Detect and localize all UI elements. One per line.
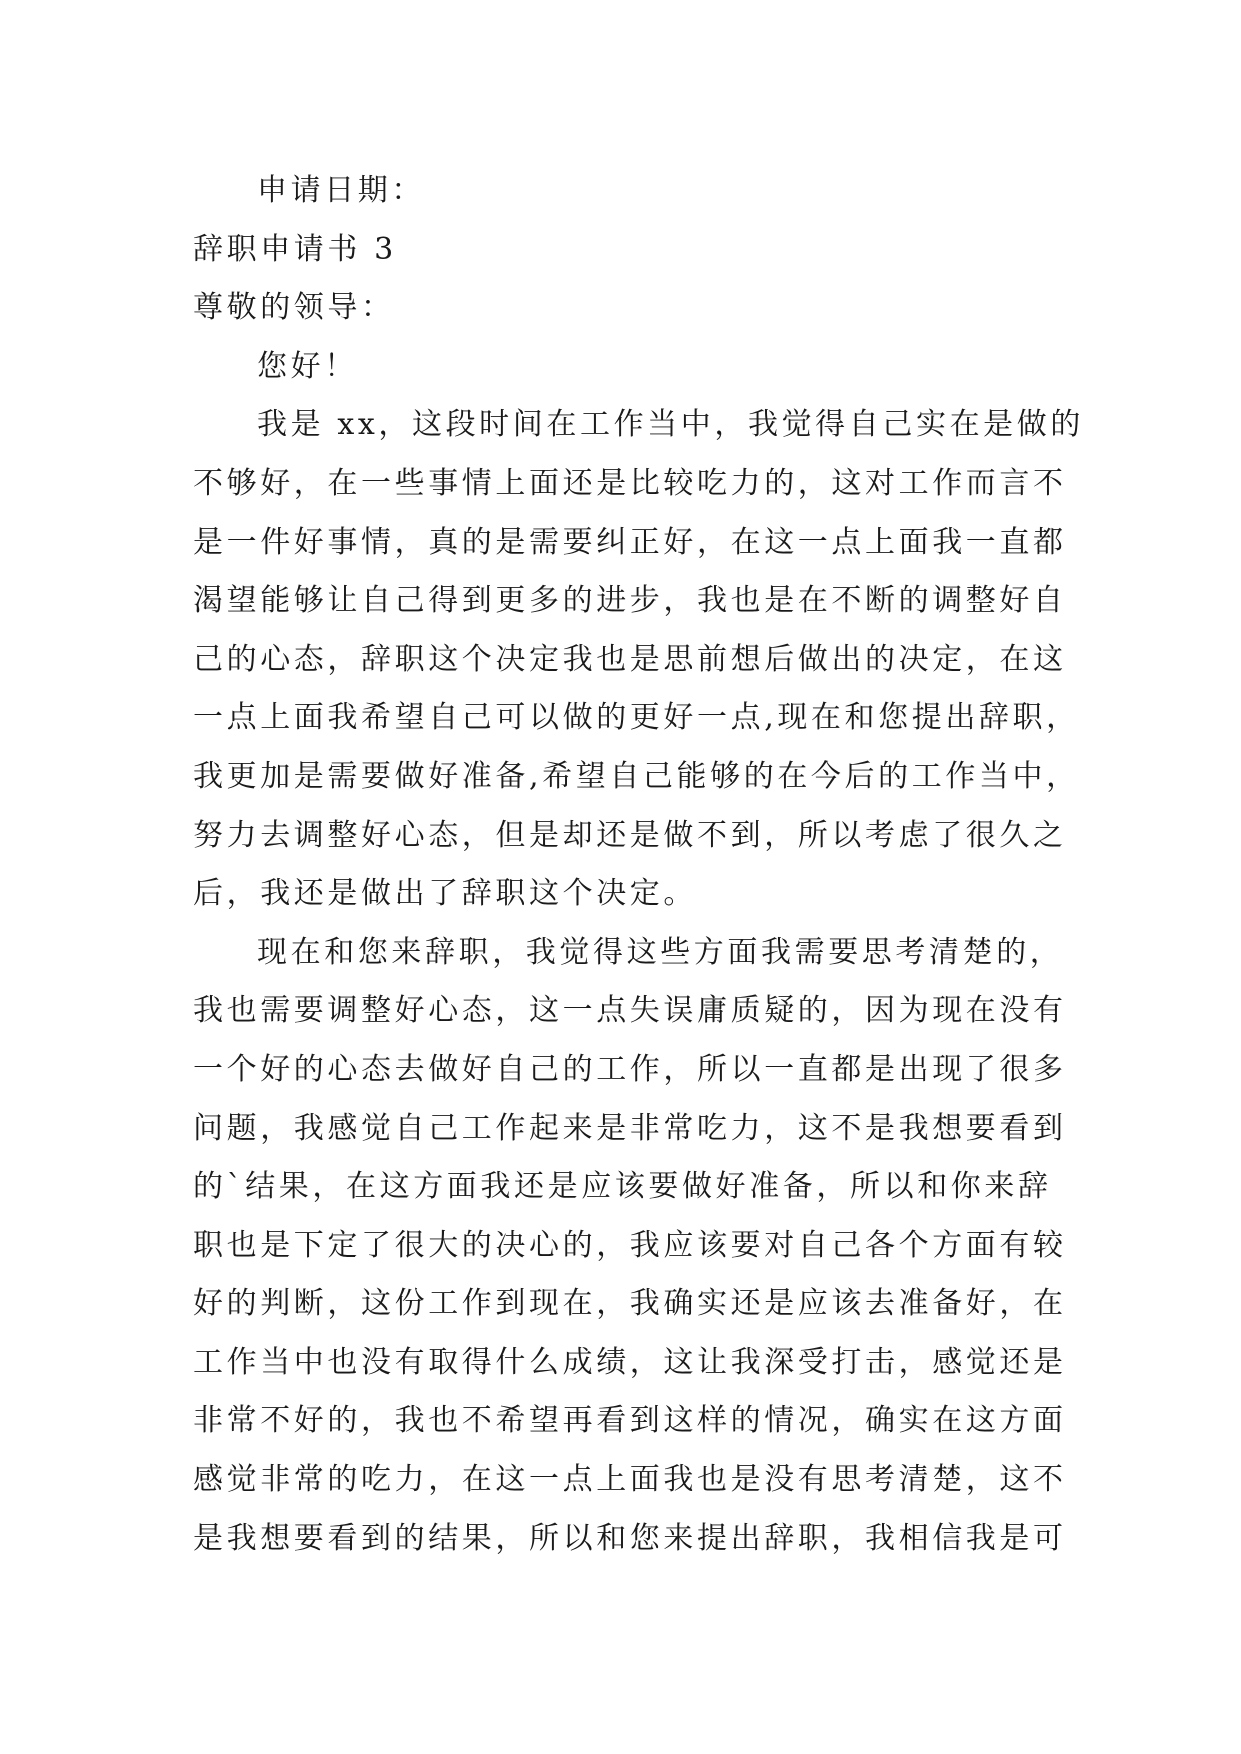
salutation: 尊敬的领导：: [193, 290, 395, 326]
application-date-line: 申请日期：: [257, 173, 425, 208]
greeting: 您好！: [257, 348, 358, 384]
paragraph-2: [193, 924, 1067, 1569]
paragraph-line: 好的判断，这份工作到现在，我确实还是应该去准备好，在: [193, 1286, 1067, 1322]
paragraph-line: 的`结果，在这方面我还是应该要做好准备，所以和你来辞: [193, 1169, 1052, 1205]
paragraph-line: 是一件好事情，真的是需要纠正好，在这一点上面我一直都: [193, 524, 1067, 560]
paragraph-line: 是我想要看到的结果，所以和您来提出辞职，我相信我是可: [193, 1520, 1067, 1556]
paragraph-line: 一个好的心态去做好自己的工作，所以一直都是出现了很多: [193, 1051, 1067, 1087]
paragraph-line: 不够好，在一些事情上面还是比较吃力的，这对工作而言不: [193, 465, 1067, 501]
paragraph-line: 后，我还是做出了辞职这个决定。: [193, 876, 697, 912]
paragraph-line: 我也需要调整好心态，这一点失误庸质疑的，因为现在没有: [193, 993, 1067, 1029]
paragraph-line: 职也是下定了很大的决心的，我应该要对自己各个方面有较: [193, 1227, 1067, 1263]
paragraph-line: 努力去调整好心态，但是却还是做不到，所以考虑了很久之: [193, 817, 1067, 853]
paragraph-line: 己的心态，辞职这个决定我也是思前想后做出的决定，在这: [193, 641, 1067, 677]
paragraph-line: 我是 xx，这段时间在工作当中，我觉得自己实在是做的: [257, 407, 1084, 443]
paragraph-line: 感觉非常的吃力，在这一点上面我也是没有思考清楚，这不: [193, 1462, 1067, 1498]
paragraph-line: 工作当中也没有取得什么成绩，这让我深受打击，感觉还是: [193, 1344, 1067, 1380]
paragraph-1: [193, 396, 1084, 923]
document-title: 辞职申请书 3: [193, 231, 397, 267]
paragraph-line: 问题，我感觉自己工作起来是非常吃力，这不是我想要看到: [193, 1110, 1067, 1146]
paragraph-line: 我更加是需要做好准备,希望自己能够的在今后的工作当中，: [193, 758, 1080, 794]
paragraph-line: 渴望能够让自己得到更多的进步，我也是在不断的调整好自: [193, 583, 1067, 619]
document-body: [193, 162, 1084, 1568]
paragraph-line: 非常不好的，我也不希望再看到这样的情况，确实在这方面: [193, 1403, 1067, 1439]
paragraph-line: 一点上面我希望自己可以做的更好一点,现在和您提出辞职，: [193, 700, 1080, 736]
paragraph-line: 现在和您来辞职，我觉得这些方面我需要思考清楚的，: [257, 934, 1064, 970]
